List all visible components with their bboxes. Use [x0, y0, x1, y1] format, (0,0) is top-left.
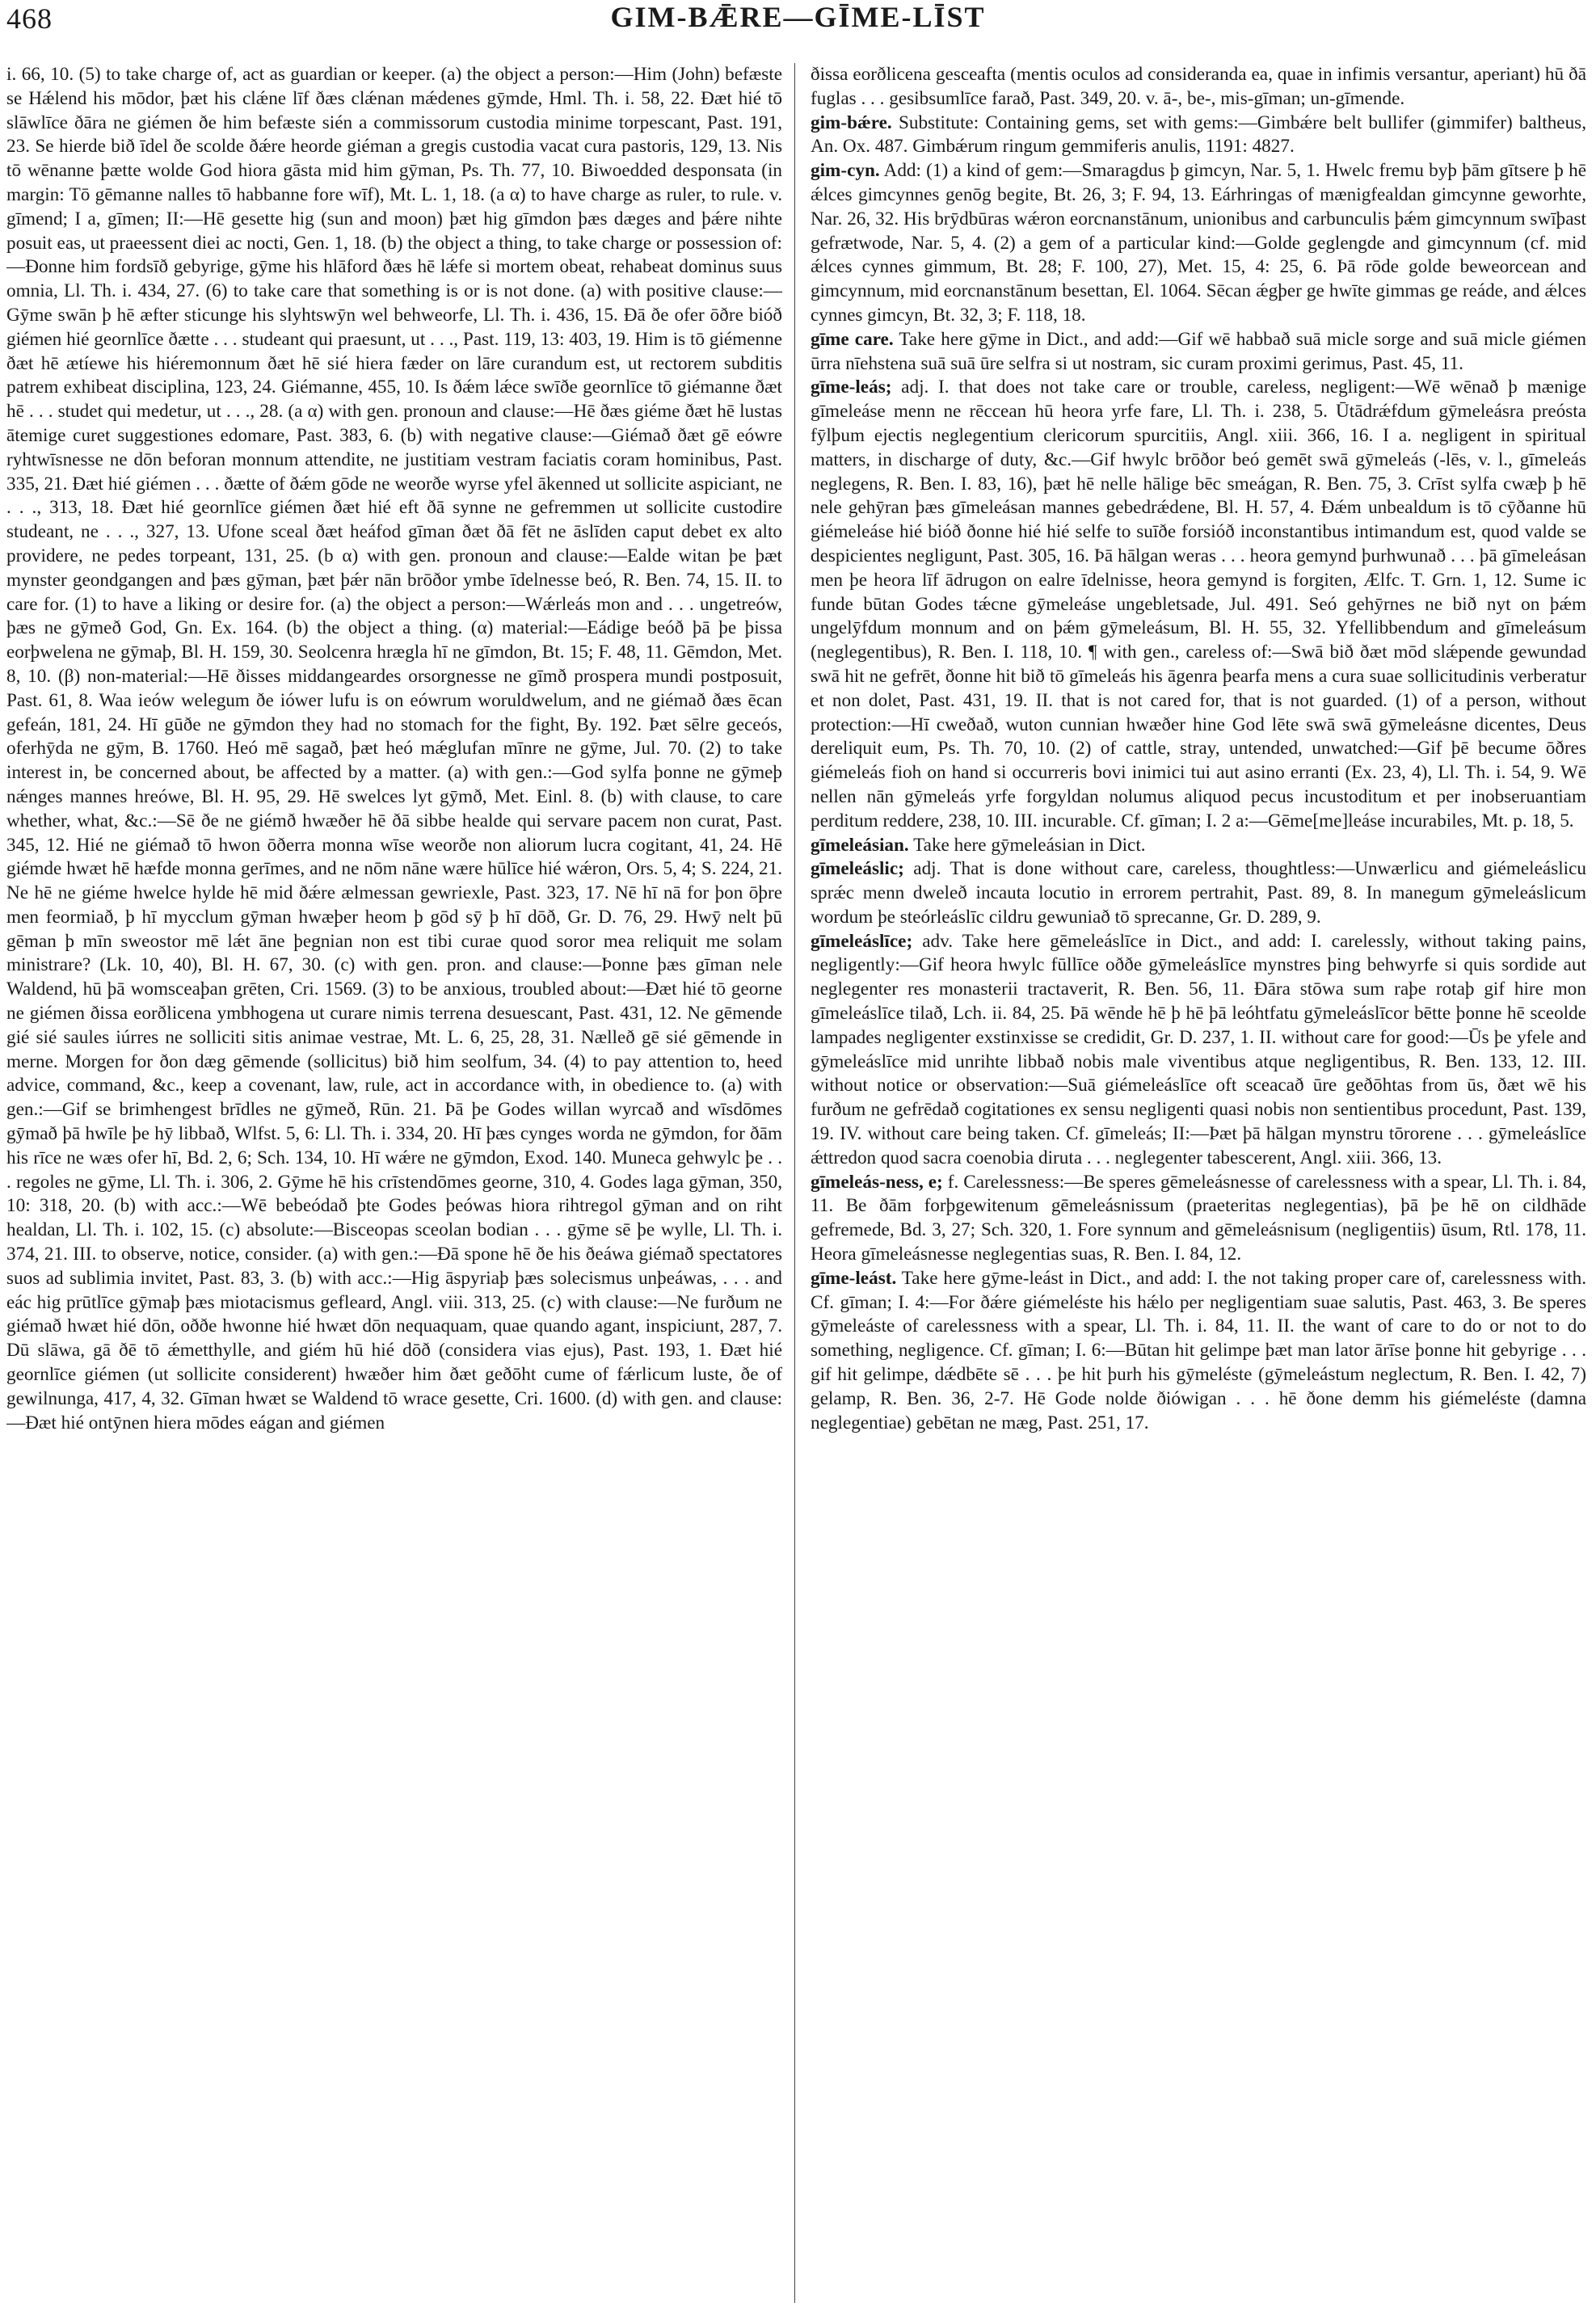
dictionary-columns	[6, 63, 1586, 2301]
entry-gimeleas-ness: gīmeleás-ness, e; f. Carelessness:—Be speres gēmeleásnesse of carelessness with a spear, Ll. Th. i. 84, 11. Be ðām forþgewitenum gēmeleásnissum (praeteritas neglegentias), þā þe hē on cildhāde gefremede, Bd. 3, 27; Sch. 320, 1. Fore synnum and gēmeleásnisum (negligentiis) ūsum, Rtl. 178, 11. Heora gīmeleásnesse neglegentias suas, R. Ben. I. 84, 12.	[811, 1171, 1586, 1265]
entry-continuation: i. 66, 10. (5) to take charge of, act as guardian or keeper. (a) the object a person:—Him (John) befæste se Hǽlend his mōdor, þæt his clǽne līf ðæs clǽnan mǽdenes gȳmde, Hml. Th. i. 58, 22. Ðæt hié tō slāwlīce ðāra ne giémen ðe him befæste sién a commissorum custodia minime torpescant, Past. 191, 23. Se hierde bið īdel ðe scolde ðǽre heorde giéman a gregis custodia vacat cura pastoris, 129, 13. Nis tō wēnanne þætte wolde God hiora gāsta mid him gȳman, Ps. Th. 77, 10. Biwoedded desponsata (in margin: Tō gēmanne nalles tō habbanne fore wīf), Mt. L. 1, 18. (a α) to have charge as ruler, to rule. v. gīmend; I a, gīmen; II:—Hē gesette hig (sun and moon) þæt hig gīmdon þæs dæges and þǽre nihte posuit eas, ut praeessent diei ac nocti, Gen. 1, 18. (b) the object a thing, to take charge or possession of:—Ðonne him fordsīð gebyrige, gȳme his hlāford ðæs hē lǽfe si mortem obeat, rehabeat dominus suus omnia, Ll. Th. i. 434, 27. (6) to take care that something is or is not done. (a) with positive clause:—Gȳme swān þ hē æfter sticunge his slyhtswȳn wel behweorfe, Ll. Th. i. 436, 15. Ðā ðe ofer ōðre bióð giémen hié geornlīce ðætte . . . studeant qui praesunt, ut . . ., Past. 119, 13: 403, 19. Him is tō giémenne ðæt hē ætíewe his hiéremonnum ðæt hē sié hiera fæder on lāre curandum est, ut rectorem subditis patrem exhibeat disciplina, 123, 24. Giémanne, 455, 10. Is ðǽm lǽce swīðe geornlīce tō giémanne ðæt hē . . . studet qui medetur, ut . . ., 28. (a α) with gen. pronoun and clause:—Hē ðæs giéme ðæt hē lustas ātemige curet suggestiones edomare, Past. 383, 6. (b) with negative clause:—Giémað ðæt gē eówre ryhtwīsnesse ne dōn beforan monnum attendite, ne justitiam vestram faciatis coram hominibus, Past. 335, 21. Ðæt hié giémen . . . ðætte of ðǽm gōde ne weorðe wyrse yfel ākenned ut sollicite aspiciant, ne . . ., 313, 18. Ðæt hié geornlīce giémen ðæt hié eft ðā synne ne gefremmen ut sollicite custodire studeant, ne . . ., 327, 13. Ufone sceal ðæt heáfod gīman ðæt ðā fēt ne āslīden caput debet ex alto providere, ne pedes torpeant, 131, 25. (b α) with gen. pronoun and clause:—Ealde witan þe þæt mynster geondgangen and þæs gȳman, þæt þǽr nān brōðor ymbe īdelnesse beó, R. Ben. 74, 15. II. to care for. (1) to have a liking or desire for. (a) the object a person:—Wǽrleás mon and . . . ungetreów, þæs ne gȳmeð God, Gn. Ex. 164. (b) the object a thing. (α) material:—Eádige beóð þā þe þissa eorþwelena ne gȳmaþ, Bl. H. 159, 30. Seolcenra hrægla hī ne gīmdon, Bt. 15; F. 48, 11. Gēmdon, Met. 8, 10. (β) non-material:—Hē ðisses middangeardes orsorgnesse ne gīmð prospera mundi postposuit, Past. 61, 8. Waa ieów welegum ðe iówer lufu is on eówrum woruldwelum, and ne giémað ðæs ēcan gefeán, 181, 24. Hī gūðe ne gȳmdon they had no stomach for the fight, By. 192. Þæt sēlre geceós, oferhȳda ne gȳm, B. 1760. Heó mē sagað, þæt heó mǽglufan mīnre ne gȳme, Jul. 70. (2) to take interest in, be concerned about, be affected by a matter. (a) with gen.:—God sylfa þonne ne gȳmeþ nǽnges mannes hreówe, Bl. H. 95, 29. Hē swelces lyt gȳmð, Met. Einl. 8. (b) with clause, to care whether, what, &c.:—Sē ðe ne giémð hwæðer hē ðā sibbe healde qui servare pacem non curat, Past. 345, 12. Hié ne giémað tō hwon ōðerra monna wīse weorðe non aliorum lucra cogitant, 41, 24. Hē giémde hwæt hē hæfde monna gerīmes, and ne nōm nāne wære hūlīce hié wǽron, Ors. 5, 4; S. 224, 21. Ne hē ne giéme hwelce hylde hē mid ðǽre ælmessan gewriexle, Past. 323, 17. Nē hī nā for þon ōþre men feormiað, þ hī mycclum gȳman hwæþer heom þ gōd sȳ þ hī dōð, Gr. D. 76, 29. Hwȳ nelt þū gēman þ mīn sweostor mē lǽt āne þegnian non est tibi curae quod soror mea reliquit me solam ministrare? (Lk. 10, 40), Bl. H. 67, 30. (c) with gen. pron. and clause:—Þonne þæs gīman nele Waldend, hū þā womsceaþan grēten, Cri. 1569. (3) to be anxious, troubled about:—Ðæt hié tō georne ne giémen ðissa eorðlicena ymbhogena ut curare nimis terrena desuescant, Past. 431, 12. Ne gēmende gié sié saules iúrres ne solliciti sitis animae vestrae, Mt. L. 6, 25, 28, 31. Nælleð gē sié gēmende in merne. Morgen for ðon dæg gēmende (sollicitus) bið him seolfum, 34. (4) to pay attention to, heed advice, command, &c., keep a covenant, law, rule, act in accordance with, in obedience to. (a) with gen.:—Gif se brimhengest brīdles ne gȳmeð, Rūn. 21. Þā þe Godes willan wyrcað and wīsdōmes gȳmað þā hwīle þe hȳ libbað, Wlfst. 5, 6: Ll. Th. i. 334, 20. Hī þæs cynges worda ne gȳmdon, for ðām his rīce ne wæs ofer hī, Bd. 2, 6; Sch. 134, 10. Hī wǽre ne gȳmdon, Exod. 140. Muneca gehwylc þe . . . regoles ne gȳme, Ll. Th. i. 306, 2. Gȳme hē his crīstendōmes georne, 310, 4. Godes laga gȳman, 350, 10: 318, 20. (b) with acc.:—Wē bebeódað þte Godes þeówas hiora rihtregol gȳman and on riht healdan, Ll. Th. i. 102, 15. (c) absolute:—Bisceopas sceolan bodian . . . gȳme sē þe wylle, Ll. Th. i. 374, 21. III. to observe, notice, consider. (a) with gen.:—Ðā spone hē ðe his ðeáwa giémað spectatores suos ad sublimia invitet, Past. 83, 3. (b) with acc.:—Hig āspyriaþ þæs solecismus unþeáwas, . . . and eác hig prūtlīce gȳmaþ þæs miotacismus gefleard, Angl. viii. 313, 25. (c) with clause:—Ne furðum ne giémað hwæt hié dōn, oððe hwonne hié hwæt dōn nequaquam, quae quando agant, inspiciunt, 287, 7. Dū slāwa, gā ðē tō ǽmetthylle, and giém hū hié dōð (considera vias ejus), Past. 193, 1. Ðæt hié geornlīce giémen (ut sollicite considerent) hwæðer him ðæt geðōht cume of fǽrlicum luste, ðe of gewilnunga, 417, 4, 32. Gīman hwæt se Waldend tō wrace gesette, Cri. 1600. (d) with gen. and clause:—Ðæt hié ontȳnen hiera mōdes eágan and giémen	[6, 64, 782, 1433]
entry-gime-leas: gīme-leás; adj. I. that does not take care or trouble, careless, negligent:—Wē wēnað þ mænige gīmeleáse menn ne rēccean hū heora yrfe fare, Ll. Th. i. 238, 5. Ūtādrǽfdum gȳmeleásra preósta fȳlþum ejectis neglegentium clericorum spurcitiis, Angl. xiii. 366, 16. I a. negligent in spiritual matters, in discharge of duty, &c.—Gif hwylc brōðor beó gemēt swā gȳmeleás (-lēs, v. l., gīmeleás neglegens, R. Ben. I. 83, 16), þæt hē nelle hālige bēc smeágan, R. Ben. 75, 3. Crīst sylfa cwæþ þ hē nele gehȳran þæs gīmeleásan mannes gebedrǽdene, Bl. H. 57, 4. Ðǽm unbealdum is tō cȳðanne hū giémeleáse hié bióð ðonne hié hié selfe to suīðe forsióð inconstantibus intimandum est, quod valde se despicientes negligunt, Past. 305, 16. Þā hālgan weras . . . heora gemynd þurhwunað . . . þā gīmeleásan men þe heora līf ādrugon on ealre īdelnisse, heora gemynd is forgiten, Ælfc. T. Grn. 1, 12. Sume ic funde būtan Godes tǽcne gȳmeleáse ungebletsade, Jul. 491. Seó gehȳrnes ne bið nyt on þǽm ungelȳfdum monnum and on þǽm gȳmeleásum, Bl. H. 55, 32. Yfellibbendum and gīmeleásum (neglegentibus), R. Ben. I. 118, 10. ¶ with gen., careless of:—Swā bið ðæt mōd slǽpende gewundad swā hit ne gefrēt, ðonne hit bið tō gīmeleás his āgenra þearfa mens a cura suae sollicitudinis verberatur et non dolet, Past. 431, 19. II. that is not cared for, that is not guarded. (1) of a person, without protection:—Hī cweðað, wuton cunnian hwæðer hine God lēte swā swā gȳmeleásne dicentes, Deus dereliquit eum, Ps. Th. 70, 10. (2) of cattle, stray, untended, unwatched:—Gif þē becume ōðres giémeleás fioh on hand si occurreris bovi inimici tui aut asino erranti (Ex. 23, 4), Ll. Th. i. 54, 9. Wē nellen nān gȳmeleás yrfe forgyldan nolumus aliquod pecus incustoditum et per inobseruantiam perditum reddere, 238, 10. III. incurable. Cf. gīman; I. 2 a:—Gēme[me]leáse incurabiles, Mt. p. 18, 5.	[811, 377, 1586, 831]
headword: gīme-leás;	[811, 377, 892, 398]
headword: gim-bǽre.	[811, 112, 892, 133]
running-head: GIM-BǢRE—GĪME-LĪST	[610, 1, 986, 33]
headword: gim-cyn.	[811, 160, 880, 182]
entry-gimeleasian: gīmeleásian. Take here gȳmeleásian in Dict.	[811, 834, 1146, 856]
left-column	[6, 63, 782, 2301]
entry-gime: gīme care. Take here gȳme in Dict., and add:—Gif wē habbað suā micle sorge and suā micle giémen ūrra nīehstena suā suā ūre selfra si ut nostram, sic curam proximi gerimus, Past. 45, 11.	[811, 328, 1586, 374]
headword: gīmeleásian.	[811, 834, 909, 856]
entry-continuation: ðissa eorðlicena gesceafta (mentis oculos ad consideranda ea, quae in infimis versantur, aperiant) hū ðā fuglas . . . gesibsumlīce farað, Past. 349, 20. v. ā-, be-, mis-gīman; un-gīmende.	[811, 64, 1586, 109]
headword: gīme-leást.	[811, 1267, 897, 1289]
entry-gime-least: gīme-leást. Take here gȳme-leást in Dict., and add: I. the not taking proper care of, carelessness with. Cf. gīman; I. 4:—For ðǽre giémeléste his hǽlo per negligentiam suae salutis, Past. 463, 3. Be speres gȳmeleáste of carelessness with a spear, Ll. Th. i. 84, 11. II. the want of care to do or not to do something, negligence. Cf. gīman; I. 6:—Būtan hit gelimpe þæt man lator ārīse þonne hit gebyrige . . . gif hit gelimpe, dǽdbēte sē . . . þe hit þurh his gȳmeléste (gȳmeleástum neglectum, R. Ben. I. 42, 7) gelamp, R. Ben. 36, 2-7. Hē Gode nolde ðiówigan . . . hē ðone demm his giémeléste (damna neglegentiae) gebētan ne mæg, Past. 251, 17.	[811, 1267, 1586, 1433]
entry-gimeleaslice: gīmeleáslīce; adv. Take here gēmeleáslīce in Dict., and add: I. carelessly, without taking pains, negligently:—Gif heora hwylc fūllīce oððe gȳmeleáslīce mynstres þing behwyrfe si quis sordide aut neglegenter res monasterii tractaverit, R. Ben. 56, 11. Ðāra stōwa sum raþe rotaþ gif hire mon gīmeleáslīce tilað, Lch. ii. 84, 25. Þā wēnde hē þ hē þā leóhtfatu gȳmeleáslīcor bētte þonne hē sceolde lampades negligenter exstinxisse se credidit, Gr. D. 237, 1. II. without care for good:—Ūs þe yfele and gȳmeleáslīce mid unrihte libbað nobis male viventibus atque negligentibus, R. Ben. 133, 12. III. without notice or observation:—Suā giémeleáslīce oft sceacað ūre geðōhtas from ūs, ðæt wē his furðum ne gefrēdað cogitationes ex sensu negligenti quasi nobis non sentientibus procedunt, Past. 139, 19. IV. without care being taken. Cf. gīmeleás; II:—Þæt þā hālgan mynstru tōrorene . . . gȳmeleáslīce ǽttredon quod sacra coenobia diruta . . . neglegenter tabescerent, Angl. xiii. 366, 13.	[811, 930, 1586, 1168]
entry-gim-cyn: gim-cyn. Add: (1) a kind of gem:—Smaragdus þ gimcyn, Nar. 5, 1. Hwelc fremu byþ þām gītsere þ hē ǽlces gimcynnes genōg begite, Bt. 26, 3; F. 94, 13. Eárhringas of mænigfealdan gimcynne geworhte, Nar. 26, 32. His brȳdbūras wǽron eorcnanstānum, unionibus and carbunculis þǽm gimcynnum swīþast gefrætwode, Nar. 5, 4. (2) a gem of a particular kind:—Golde geglengde and gimcynnum (cf. mid ǽlces cynnes gimmum, Bt. 28; F. 100, 27), Met. 15, 4: 25, 6. Þā rōde golde beweorcean and gimcynnum, mid eorcnanstānum besettan, El. 1064. Sēcan ǽgþer ge hwīte gimmas ge reáde, and ǽlces cynnes gimcyn, Bt. 32, 3; F. 118, 18.	[811, 160, 1586, 326]
headword: gīmeleáslic;	[811, 858, 904, 880]
right-column	[811, 63, 1586, 2301]
entry-gim-baere: gim-bǽre. Substitute: Containing gems, set with gems:—Gimbǽre belt bullifer (gimmifer) baltheus, An. Ox. 487. Gimbǽrum ringum gemmiferis anulis, 1191: 4827.	[811, 112, 1586, 158]
headword: gīme care.	[811, 328, 894, 350]
entry-gimeleaslic: gīmeleáslic; adj. That is done without care, careless, thoughtless:—Unwærlicu and giémeleáslicu sprǽc menn dweleð incauta locutio in errorem pertrahit, Past. 89, 8. In manegum gȳmeleáslicum wordum þe steórleáslīc cildru gewuniað tō sprecanne, Gr. D. 289, 9.	[811, 858, 1586, 928]
headword: gīmeleás-ness, e;	[811, 1171, 943, 1193]
page-number: 468	[6, 2, 53, 35]
headword: gīmeleáslīce;	[811, 930, 913, 952]
